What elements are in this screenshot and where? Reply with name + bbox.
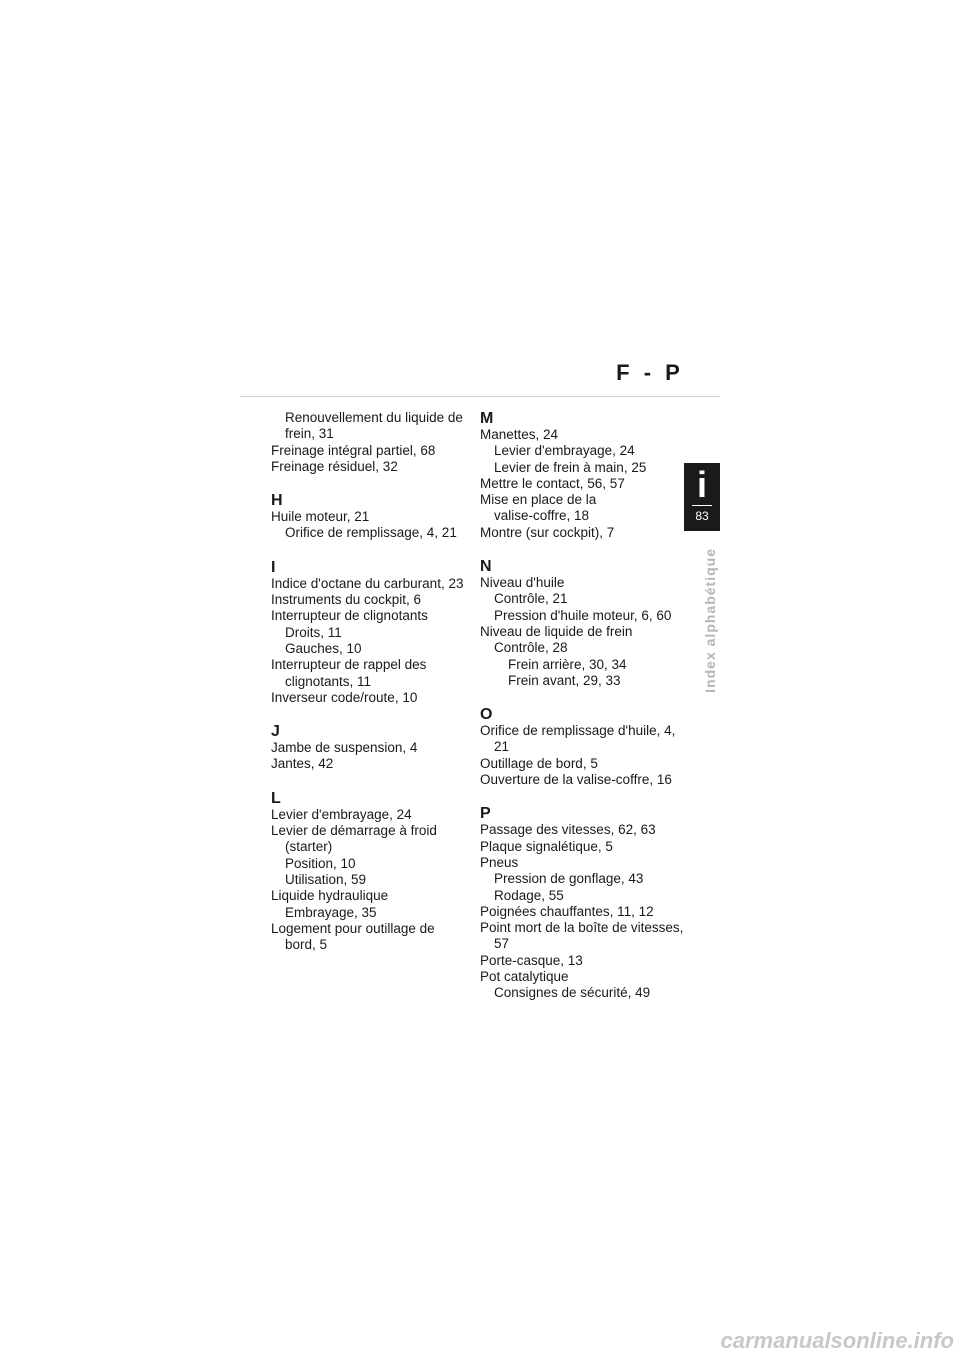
index-entry: Gauches, 10 [285,640,362,656]
index-entry: Porte-casque, 13 [480,952,583,968]
index-entry: Mise en place de la [480,492,597,508]
index-section-letter: I [271,558,276,576]
index-entry: Niveau de liquide de frein [480,623,633,639]
header-divider [240,396,720,397]
index-entry: Plaque signalétique, 5 [480,838,613,854]
index-entry: Passage des vitesses, 62, 63 [480,822,656,838]
page-number: 83 [695,509,709,523]
index-entry: bord, 5 [285,937,328,953]
index-section-letter: O [480,706,493,724]
index-entry: Utilisation, 59 [285,871,367,887]
index-entry: Pneus [480,854,519,870]
index-entry: Contrôle, 28 [494,640,568,656]
index-entry: Jantes, 42 [271,756,334,772]
index-entry: Position, 10 [285,855,356,871]
index-section-letter: H [271,492,283,510]
index-entry: Interrupteur de rappel des [271,657,427,673]
index-entry: Inverseur code/route, 10 [271,689,418,705]
index-entry: Freinage résiduel, 32 [271,458,398,474]
index-entry: Logement pour outillage de [271,920,435,936]
index-section-letter: L [271,789,281,807]
index-entry: Levier d'embrayage, 24 [271,806,412,822]
index-entry: Freinage intégral partiel, 68 [271,442,436,458]
index-entry: Huile moteur, 21 [271,509,370,525]
index-entry: Frein avant, 29, 33 [508,672,621,688]
index-column-left [271,410,471,953]
index-entry: Orifice de remplissage d'huile, 4, [480,723,676,739]
index-entry: 57 [494,936,510,952]
index-entry: clignotants, 11 [285,673,372,689]
index-entry: 21 [494,739,510,755]
page-title: F - P [616,360,684,385]
index-section-letter: N [480,558,492,576]
index-entry: Liquide hydraulique [271,888,389,904]
index-section-letter: J [271,723,280,741]
index-entry: Levier d'embrayage, 24 [494,443,635,459]
section-side-label: Index alphabétique [702,548,718,693]
index-entry: Levier de frein à main, 25 [494,459,647,475]
section-tab [684,463,720,531]
index-column-right [480,410,684,1002]
index-entry: Instruments du cockpit, 6 [271,592,422,608]
index-entry: Consignes de sécurité, 49 [494,985,651,1001]
index-entry: Montre (sur cockpit), 7 [480,524,615,540]
index-entry: Jambe de suspension, 4 [271,740,418,756]
index-entry: Frein arrière, 30, 34 [508,656,627,672]
index-entry: Pot catalytique [480,969,569,985]
index-entry: Orifice de remplissage, 4, 21 [285,525,457,541]
index-entry: frein, 31 [285,426,334,442]
index-entry: Outillage de bord, 5 [480,755,598,771]
index-entry: Pression de gonflage, 43 [494,871,644,887]
index-entry: (starter) [285,839,333,855]
index-entry: Point mort de la boîte de vitesses, [480,920,684,936]
index-entry: Rodage, 55 [494,887,564,903]
index-section-letter: P [480,805,491,823]
index-entry: Pression d'huile moteur, 6, 60 [494,607,672,623]
index-entry: Levier de démarrage à froid [271,823,437,839]
index-entry: Contrôle, 21 [494,591,568,607]
index-entry: Embrayage, 35 [285,904,377,920]
index-entry: valise-coffre, 18 [494,508,590,524]
index-entry: Indice d'octane du carburant, 23 [271,575,464,591]
index-entry: Ouverture de la valise-coffre, 16 [480,772,672,788]
index-section-letter: M [480,410,494,427]
index-entry: Niveau d'huile [480,575,565,591]
index-entry: Interrupteur de clignotants [271,608,428,624]
index-entry: Manettes, 24 [480,427,559,442]
index-entry: Mettre le contact, 56, 57 [480,475,625,491]
index-entry: Poignées chauffantes, 11, 12 [480,903,654,919]
info-icon: i [696,464,707,505]
index-entry: Renouvellement du liquide de [285,410,463,425]
index-entry: Droits, 11 [285,624,342,640]
watermark: carmanualsonline.info [720,1328,954,1353]
